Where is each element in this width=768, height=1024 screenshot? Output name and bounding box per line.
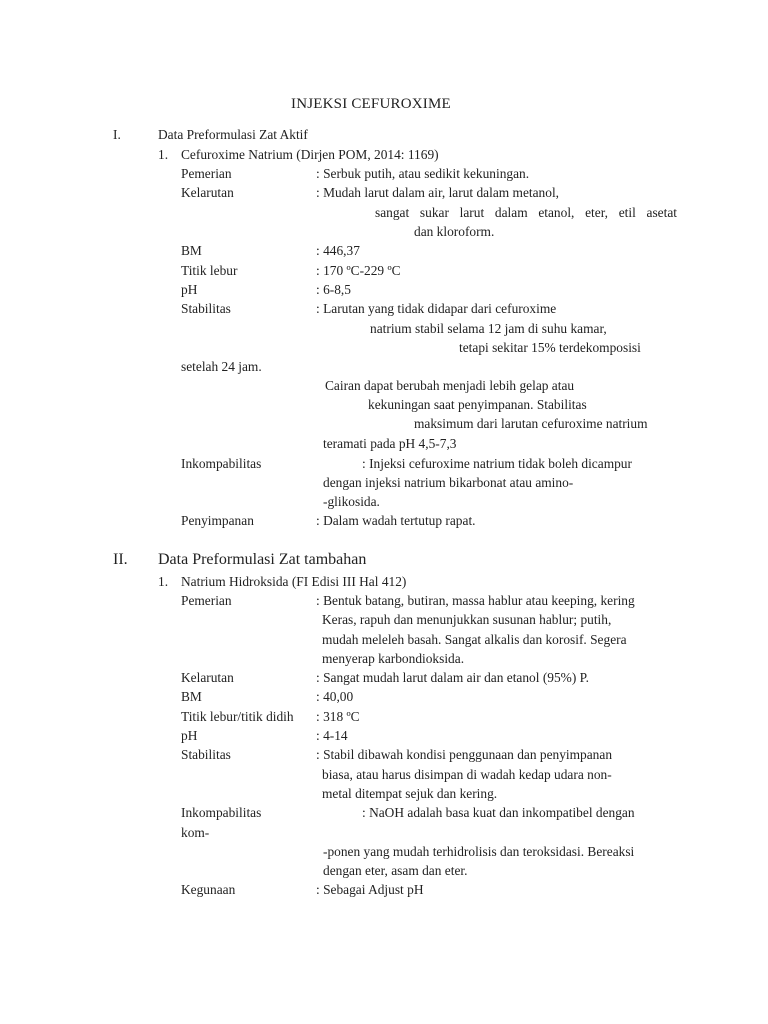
s2-inkompabilitas-label2: kom-: [181, 825, 210, 840]
s2-inkompabilitas-label: Inkompabilitas: [181, 805, 262, 820]
s2-inkompabilitas-line1: : NaOH adalah basa kuat dan inkompatibel dengan: [362, 805, 635, 820]
s1-titik-lebur-value: : 170 ºC-229 ºC: [316, 263, 401, 278]
s1-inkompabilitas-line2: dengan injeksi natrium bikarbonat atau amino-: [323, 475, 574, 490]
s2-stabilitas-line1: : Stabil dibawah kondisi penggunaan dan penyimpanan: [316, 747, 613, 762]
s2-titik-lebur-value: : 318 ºC: [316, 709, 360, 724]
s1-penyimpanan-label: Penyimpanan: [181, 513, 254, 528]
s2-pemerian-line3: mudah meleleh basah. Sangat alkalis dan korosif. Segera: [322, 632, 627, 647]
section1-item-number: 1.: [158, 147, 169, 162]
s1-inkompabilitas-label: Inkompabilitas: [181, 456, 262, 471]
s1-pemerian-label: Pemerian: [181, 166, 232, 181]
s2-kegunaan-label: Kegunaan: [181, 882, 236, 897]
s2-bm-value: : 40,00: [316, 689, 354, 704]
s2-kelarutan-label: Kelarutan: [181, 670, 234, 685]
s2-pemerian-label: Pemerian: [181, 593, 232, 608]
s1-stabilitas-line5: Cairan dapat berubah menjadi lebih gelap atau: [325, 378, 575, 393]
s1-kelarutan-line1: : Mudah larut dalam air, larut dalam metanol,: [316, 185, 560, 200]
section1-item-name: Cefuroxime Natrium (Dirjen POM, 2014: 1169): [181, 147, 439, 162]
s2-stabilitas-line2: biasa, atau harus disimpan di wadah kedap udara non-: [322, 767, 612, 782]
s2-kelarutan-value: : Sangat mudah larut dalam air dan etanol (95%) P.: [316, 670, 589, 685]
s2-kegunaan-value: : Sebagai Adjust pH: [316, 882, 424, 897]
s1-pemerian-value: : Serbuk putih, atau sedikit kekuningan.: [316, 166, 530, 181]
s1-stabilitas-line1: : Larutan yang tidak didapar dari cefuroxime: [316, 301, 557, 316]
s1-stabilitas-line7: maksimum dari larutan cefuroxime natrium: [414, 416, 648, 431]
section2-item-number: 1.: [158, 574, 169, 589]
s1-inkompabilitas-line3: -glikosida.: [323, 494, 380, 509]
s1-bm-value: : 446,37: [316, 243, 360, 258]
s1-stabilitas-line3: tetapi sekitar 15% terdekomposisi: [459, 340, 641, 355]
s1-penyimpanan-value: : Dalam wadah tertutup rapat.: [316, 513, 476, 528]
s2-pemerian-line4: menyerap karbondioksida.: [322, 651, 465, 666]
s1-stabilitas-line6: kekuningan saat penyimpanan. Stabilitas: [368, 397, 587, 412]
s2-stabilitas-label: Stabilitas: [181, 747, 231, 762]
s1-kelarutan-line2: sangat sukar larut dalam etanol, eter, etil asetat: [375, 205, 677, 220]
s2-bm-label: BM: [181, 689, 202, 704]
section1-number: I.: [113, 127, 121, 142]
section1-heading: Data Preformulasi Zat Aktif: [158, 127, 308, 142]
s1-inkompabilitas-line1: : Injeksi cefuroxime natrium tidak boleh dicampur: [362, 456, 632, 471]
s2-pemerian-line2: Keras, rapuh dan menunjukkan susunan hablur; putih,: [322, 612, 612, 627]
s1-titik-lebur-label: Titik lebur: [181, 263, 238, 278]
s2-pemerian-line1: : Bentuk batang, butiran, massa hablur atau keeping, kering: [316, 593, 635, 608]
s2-stabilitas-line3: metal ditempat sejuk dan kering.: [322, 786, 498, 801]
s1-stabilitas-label: Stabilitas: [181, 301, 231, 316]
s1-ph-value: : 6-8,5: [316, 282, 351, 297]
section2-number: II.: [113, 551, 128, 568]
s2-inkompabilitas-line2: -ponen yang mudah terhidrolisis dan teroksidasi. Bereaksi: [323, 844, 635, 859]
s1-stabilitas-line2: natrium stabil selama 12 jam di suhu kamar,: [370, 321, 607, 336]
s1-ph-label: pH: [181, 282, 198, 297]
s2-ph-label: pH: [181, 728, 198, 743]
s1-stabilitas-line8: teramati pada pH 4,5-7,3: [323, 436, 457, 451]
section2-heading: Data Preformulasi Zat tambahan: [158, 551, 367, 568]
s2-inkompabilitas-line3: dengan eter, asam dan eter.: [323, 863, 468, 878]
document-title: INJEKSI CEFUROXIME: [291, 96, 451, 112]
s1-kelarutan-label: Kelarutan: [181, 185, 234, 200]
s2-titik-lebur-label: Titik lebur/titik didih: [181, 709, 294, 724]
s1-kelarutan-line3: dan kloroform.: [414, 224, 495, 239]
s1-stabilitas-line4: setelah 24 jam.: [181, 359, 262, 374]
section2-item-name: Natrium Hidroksida (FI Edisi III Hal 412): [181, 574, 407, 589]
s1-bm-label: BM: [181, 243, 202, 258]
s2-ph-value: : 4-14: [316, 728, 348, 743]
